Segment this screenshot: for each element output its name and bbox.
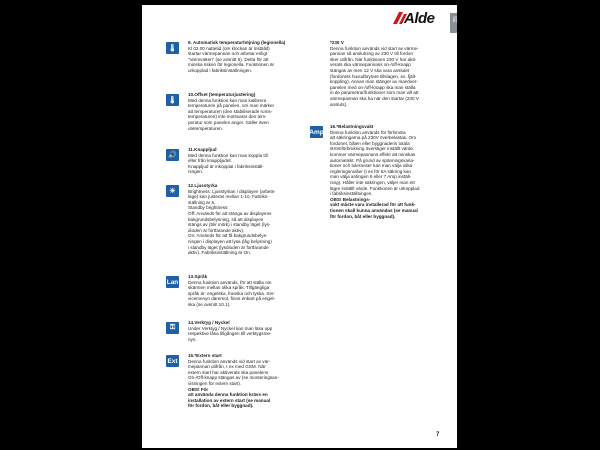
body-line: att temperaturen (den stabiliserade rums-: [188, 108, 273, 114]
body-line: verats ska värmepannans on-/off-knapp: [330, 62, 411, 68]
body-line: temperaturen på panelen, om man märker: [188, 103, 275, 109]
body-line: Knappljud är inkopplat i fabriksinställ-: [188, 163, 264, 169]
body-line: Denna funktion används vid start av vär-: [188, 358, 271, 364]
body-line: Standby brightness:: [188, 205, 229, 211]
brightness-icon: ☀: [166, 185, 179, 197]
body-line: ska (se avsnitt 10.1).: [188, 301, 231, 307]
body-line: respektive låsa tillgången till verktygsme-: [188, 331, 272, 337]
body-line: ning). Håller inte säkringen, väljer man ett: [330, 179, 415, 185]
section-13: [188, 274, 306, 308]
body-line: Off: Används för att stänga av displayens: [188, 210, 272, 216]
body-line: lägre inställt värde. Funktionen är urkopplad: [330, 185, 420, 191]
body-line: minska risken för legionella. Funktionen är: [188, 62, 275, 68]
body-line: pannan så anslutning av 230 V till fordon: [330, 51, 414, 57]
section-title: 16.*Belastningsvakt: [330, 124, 374, 129]
body-line: sker utifrån. När funktionen 230 V har akti-: [330, 56, 417, 62]
body-line: (fordonets huvudbrytare tillslagen, ex. fjäll-: [330, 73, 417, 79]
body-line: Kl 02.00 nattetid (om klockan är inställd): [188, 45, 270, 51]
body-line: peratur som panelen anger. Gäller även: [188, 119, 269, 125]
warning-line: vakt måste vara installerad för att funk-: [330, 202, 416, 208]
section-14: [188, 320, 306, 342]
section-title: *230 V: [330, 40, 344, 45]
body-line: Denna funktion används vid start av värme-: [330, 45, 419, 51]
body-line: i standby läget (lysdioden är fortfarande: [188, 244, 269, 250]
warning-line: installation av extern start (se manual: [188, 397, 271, 403]
body-line: mepannan utifrån, t ex med GSM. När: [188, 364, 266, 370]
body-line: Brightness: Ljusstyrkan i displayen (arbets-: [188, 188, 276, 194]
warning-line: för fordon, båt eller byggnad).: [330, 213, 396, 219]
body-line: in de parametrar/funktioner som man vill att: [330, 90, 419, 96]
key-icon: ⚿: [166, 322, 179, 334]
section-title: 13.Språk: [188, 274, 208, 279]
warning-line: OBS! För: [188, 386, 209, 392]
body-line: On: Används för att få bakgrundsbelys-: [188, 233, 268, 239]
body-line: Med denna funktion kan man koppla till: [188, 152, 268, 158]
warning-line: att använda denna funktion krävs en: [188, 392, 268, 398]
body-line: ningen i displayen att lysa (låg belysning): [188, 238, 272, 244]
body-line: koppling). Annan man stänger av manöver-: [330, 79, 418, 85]
speaker-icon: 🔊: [166, 149, 179, 161]
body-line: aktiv). Fabriksinställning är On.: [188, 250, 252, 256]
body-line: ansluts).: [330, 101, 348, 107]
logo-text: Alde: [404, 10, 435, 27]
external-start-icon: Ext: [166, 355, 179, 367]
body-line: Denna funktion används, för att ställa om: [188, 279, 272, 285]
section-title: 15.*Extern start: [188, 353, 222, 358]
section-title: 10.Offset (temperaturjustering): [188, 92, 256, 97]
body-line: stängs av (blir mörk) i standby läget (lys-: [188, 222, 271, 228]
body-line: läge) kan justeras mellan 1-10. Fabriks-: [188, 194, 269, 200]
language-tab: SE: [450, 13, 457, 33]
body-line: bakgrundsbelysning, så att displayen: [188, 216, 264, 222]
warning-line: för fordon, båt eller byggnad).: [188, 403, 254, 409]
body-line: automatiskt. På grund av spänningsvaria-: [330, 157, 415, 163]
body-line: dioden är fortfarande aktiv).: [188, 227, 245, 233]
section-16: [330, 124, 448, 219]
body-line: tioner och toleranser kan man välja olika: [330, 163, 413, 169]
section-title: 12.Ljusstyrka: [188, 183, 218, 188]
warning-line: tionen skall kunna användas (se manual: [330, 207, 418, 213]
body-line: i fabriksinställningen.: [330, 191, 373, 197]
body-line: stängas av men 12 V ska vara anslutet: [330, 67, 410, 73]
section-230: [330, 40, 448, 107]
body-line: språk är: engelska, franska och tyska. Ser-: [188, 290, 276, 296]
body-line: skärmen mellan olika språk. Tillgängliga: [188, 285, 270, 291]
page-number: 7: [436, 432, 440, 438]
section-15: [188, 353, 306, 409]
body-line: eller från knappljudet.: [188, 158, 232, 164]
body-line: urkopplad i fabriksinställningen.: [188, 67, 253, 73]
body-line: panelen med on-/off-knapp ska man ställa: [330, 84, 416, 90]
body-line: visningen för extern start).: [188, 380, 242, 386]
body-line: ningen.: [188, 169, 204, 175]
body-line: temperaturen) inte motsvarar den tem-: [188, 114, 267, 120]
body-line: regleringsnivåer (t ex för 6A säkring kan: [330, 168, 411, 174]
body-line: att säkringarna på 230V överbelastas. Om: [330, 135, 417, 141]
body-line: utetemperaturen.: [188, 125, 223, 131]
section-title: 14.Verktyg / Nyckel: [188, 320, 230, 325]
body-line: ”Varmvatten” (se avsnitt 5). Detta för att: [188, 56, 269, 62]
body-line: kommer värmepannans effekt att minskas: [330, 151, 416, 157]
body-line: nyn.: [188, 336, 197, 342]
body-line: Under Verktyg / Nyckel kan man läsa upp: [188, 325, 273, 331]
body-line: strömförbrukning överstiger inställt värde,: [330, 146, 415, 152]
section-12: [188, 183, 306, 256]
body-line: värmepannan ska ha när den startar (230 V: [330, 95, 419, 101]
body-line: On-/Off-knapp stängas av (se monteringsan-: [188, 375, 279, 381]
body-line: startar värmepannan och arbetar enligt: [188, 51, 268, 57]
temperature-offset-icon: 🌡: [166, 94, 179, 106]
body-line: Denna funktion används för förhindra: [330, 129, 406, 135]
language-icon: Lan: [166, 276, 179, 288]
section-title: 9. Automatisk temperaturhöjning (legionella): [188, 40, 286, 45]
warning-line: OBS! Belastnings-: [330, 196, 371, 202]
amp-icon: Amp: [310, 126, 323, 138]
body-line: man välja antingen 6 eller 7 Amp inställ-: [330, 174, 412, 180]
section-10: [188, 92, 306, 131]
section-11: [188, 147, 306, 175]
body-line: Med denna funktion kan man kalibrera: [188, 97, 267, 103]
body-line: fordonet, båten eller byggnadens totala: [330, 140, 410, 146]
thermometer-icon: 🌡: [166, 42, 179, 54]
body-line: ställning är 5.: [188, 199, 216, 205]
section-9: [188, 40, 306, 74]
body-line: vicemenyn däremot, finns enbart på engel-: [188, 296, 276, 302]
section-title: 11.Knappljud: [188, 147, 217, 152]
body-line: extern start har aktiverats ska panelens: [188, 369, 269, 375]
